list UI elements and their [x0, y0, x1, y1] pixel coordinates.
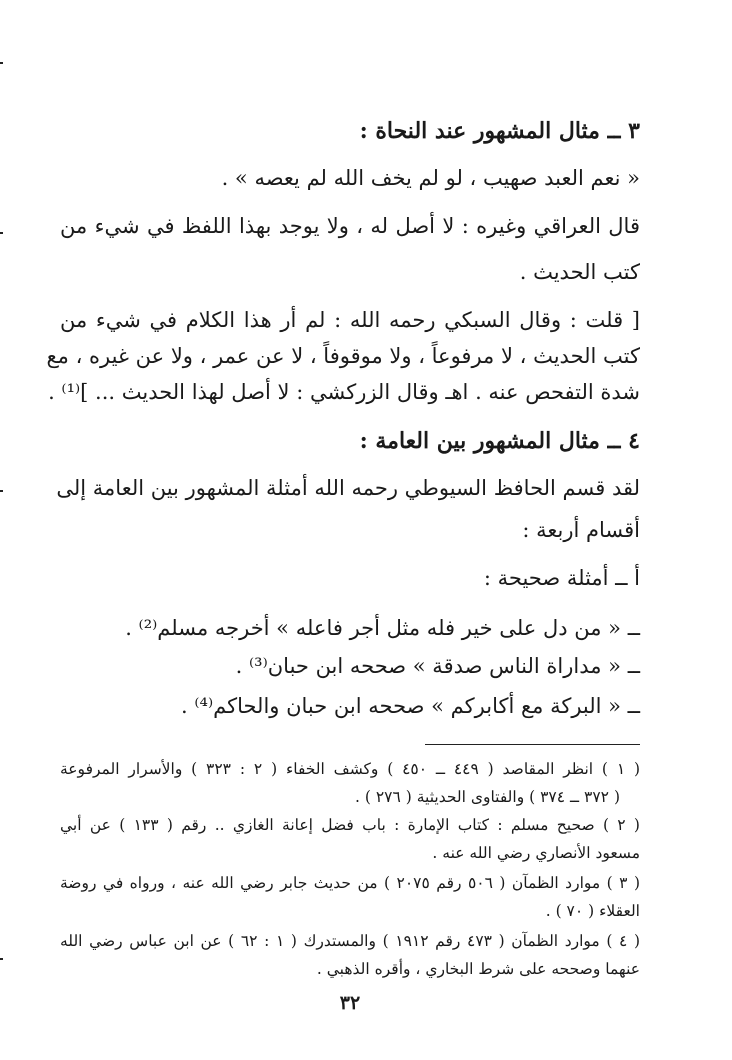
body-line-qultu-2: كتب الحديث ، لا مرفوعاً ، ولا موقوفاً ، لا عن عمر ، ولا عن غيره ، مع — [46, 344, 640, 368]
footnote-line: عنهما وصححه على شرط البخاري ، وأقره الذهبي . — [316, 960, 640, 978]
margin-mark — [0, 232, 3, 234]
margin-mark — [0, 958, 3, 960]
margin-mark — [0, 62, 3, 64]
footnote-line: ( ٤ ) موارد الظمآن ( ٤٧٣ رقم ١٩١٢ ) والمستدرك ( ١ : ٦٢ ) عن ابن عباس رضي الله — [60, 932, 641, 950]
body-line-qultu-3: شدة التفحص عنه . اهـ وقال الزركشي : لا أصل لهذا الحديث ... ]⁽¹⁾ . — [48, 380, 640, 404]
footnote-separator — [425, 744, 640, 745]
body-line-qultu-1: [ قلت : وقال السبكي رحمه الله : لم أر هذا الكلام في شيء من — [60, 308, 640, 332]
footnote-line: ( ٣٧٢ ــ ٣٧٤ ) والفتاوى الحديثية ( ٢٧٦ ) . — [355, 788, 620, 806]
body-line-iraqi-2: كتب الحديث . — [519, 260, 640, 284]
footnote-line: ( ٢ ) صحيح مسلم : كتاب الإمارة : باب فضل إعانة الغازي .. رقم ( ١٣٣ ) عن أبي — [60, 816, 640, 834]
footnote-line: ( ١ ) انظر المقاصد ( ٤٤٩ ــ ٤٥٠ ) وكشف الخفاء ( ٢ : ٣٢٣ ) والأسرار المرفوعة — [60, 760, 641, 778]
footnote-line: العقلاء ( ٧٠ ) . — [545, 902, 640, 920]
example-item: ــ « مداراة الناس صدقة » صححه ابن حبان⁽³⁾ . — [235, 654, 640, 678]
subsection-heading-alif: أ ــ أمثلة صحيحة : — [483, 566, 640, 590]
example-item: ــ « البركة مع أكابركم » صححه ابن حبان والحاكم⁽⁴⁾ . — [181, 694, 640, 718]
footnote-line: ( ٣ ) موارد الظمآن ( ٥٠٦ رقم ٢٠٧٥ ) من حديث جابر رضي الله عنه ، ورواه في روضة — [60, 874, 640, 892]
body-line-amma-2: أقسام أربعة : — [522, 518, 640, 542]
page-number: ٣٢ — [339, 992, 361, 1014]
example-item: ــ « من دل على خير فله مثل أجر فاعله » أخرجه مسلم⁽²⁾ . — [125, 616, 640, 640]
quoted-example-nuhat: « نعم العبد صهيب ، لو لم يخف الله لم يعصه » . — [221, 166, 640, 190]
section-heading-nuhat: ٣ ــ مثال المشهور عند النحاة : — [359, 118, 640, 144]
margin-mark — [0, 490, 3, 492]
footnote-line: مسعود الأنصاري رضي الله عنه . — [432, 844, 640, 862]
section-heading-amma: ٤ ــ مثال المشهور بين العامة : — [359, 428, 640, 454]
body-line-iraqi-1: قال العراقي وغيره : لا أصل له ، ولا يوجد بهذا اللفظ في شيء من — [60, 214, 640, 238]
body-line-amma-1: لقد قسم الحافظ السيوطي رحمه الله أمثلة المشهور بين العامة إلى — [56, 476, 640, 500]
